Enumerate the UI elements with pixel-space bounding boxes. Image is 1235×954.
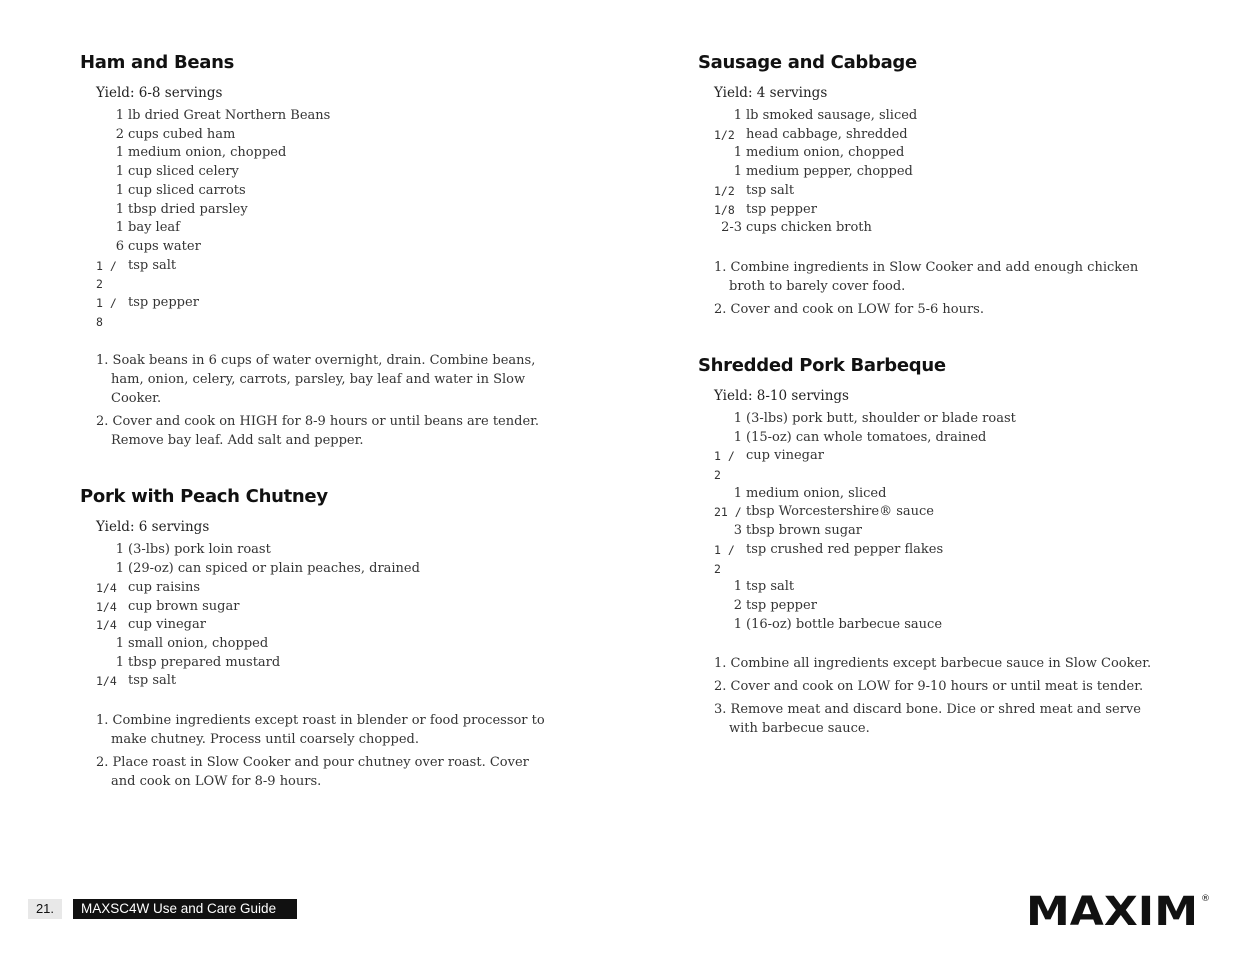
ingredient-item <box>96 560 550 579</box>
instruction-step: 1. Combine ingredients except roast in blender or food processor to make chutney. Process until coarsely chopped. <box>96 713 545 748</box>
ingredient-quantity: 1 <box>115 145 124 161</box>
ingredient-quantity: 1/4 <box>96 580 117 595</box>
ingredient-item <box>96 219 550 238</box>
instruction-list <box>714 258 1168 319</box>
ingredient-item <box>96 654 550 673</box>
yield-text: Yield: 4 servings <box>714 85 828 101</box>
recipe-title: Pork with Peach Chutney <box>80 486 328 508</box>
ingredient-name: (15-oz) can whole tomatoes, drained <box>746 429 987 445</box>
recipe-pork-with-peach-chutney <box>80 486 550 791</box>
ingredient-quantity: 1 <box>733 429 742 445</box>
ingredient-quantity: 1 <box>733 579 742 595</box>
ingredient-quantity: 1 <box>733 410 742 426</box>
ingredient-item <box>96 144 550 163</box>
ingredient-quantity: 1 <box>733 145 742 161</box>
ingredient-name: tsp salt <box>128 257 177 273</box>
ingredient-item <box>96 598 550 617</box>
ingredient-item <box>714 541 1168 578</box>
ingredient-item <box>96 107 550 126</box>
ingredient-list <box>96 541 550 691</box>
ingredient-item <box>96 294 550 331</box>
logo-text: MAXIM <box>1026 890 1198 930</box>
ingredient-quantity: 1 <box>733 164 742 180</box>
ingredient-name: cup vinegar <box>746 448 824 464</box>
ingredient-name: bay leaf <box>128 220 180 236</box>
ingredient-item <box>714 578 1168 597</box>
ingredient-item <box>714 182 1168 201</box>
ingredient-quantity: 1/2 <box>714 127 735 142</box>
ingredient-name: tsp salt <box>746 182 795 198</box>
instruction-list <box>96 711 550 791</box>
ingredient-quantity: 1 / 2 <box>714 449 735 483</box>
instruction-step: 1. Combine ingredients in Slow Cooker and add enough chicken broth to barely cover food. <box>714 259 1139 294</box>
ingredient-name: medium onion, sliced <box>746 485 887 501</box>
ingredient-name: tsp crushed red pepper flakes <box>746 541 944 557</box>
instruction-step: 2. Place roast in Slow Cooker and pour chutney over roast. Cover and cook on LOW for 8-9 hours. <box>96 755 529 790</box>
ingredient-quantity: 1 / 2 <box>96 258 117 292</box>
ingredient-quantity: 1 / 8 <box>96 296 117 329</box>
ingredient-name: cup vinegar <box>128 617 206 633</box>
ingredient-quantity: 21 / <box>714 505 742 520</box>
ingredient-item <box>714 163 1168 182</box>
ingredient-item <box>714 503 1168 522</box>
ingredient-name: lb dried Great Northern Beans <box>128 108 331 123</box>
ingredient-item <box>96 616 550 635</box>
ingredient-name: tsp pepper <box>128 295 199 311</box>
ingredient-item <box>96 257 550 294</box>
ingredient-name: medium onion, chopped <box>746 145 905 161</box>
ingredient-quantity: 1 <box>115 542 124 558</box>
recipe-sausage-and-cabbage <box>698 52 1168 319</box>
guide-title: MAXSC4W Use and Care Guide <box>73 899 297 919</box>
ingredient-item <box>96 238 550 257</box>
ingredient-item <box>714 410 1168 429</box>
instruction-step: 2. Cover and cook on LOW for 5-6 hours. <box>714 301 984 317</box>
ingredient-quantity: 1 <box>115 182 124 198</box>
ingredient-list <box>714 410 1168 634</box>
ingredient-name: cup raisins <box>128 579 201 595</box>
ingredient-item <box>96 635 550 654</box>
ingredient-item <box>714 107 1168 126</box>
recipe-title: Ham and Beans <box>80 52 235 73</box>
ingredient-name: cup brown sugar <box>128 598 240 614</box>
ingredient-name: tbsp Worcestershire® sauce <box>746 504 934 520</box>
right-column <box>698 52 1168 774</box>
ingredient-name: tsp pepper <box>746 201 817 217</box>
ingredient-quantity: 1 <box>115 220 124 236</box>
instruction-step: 1. Combine all ingredients except barbecue sauce in Slow Cooker. <box>714 656 1152 672</box>
ingredient-item <box>96 579 550 598</box>
ingredient-list <box>714 107 1168 238</box>
ingredient-item <box>96 182 550 201</box>
ingredient-quantity: 1/8 <box>714 202 735 217</box>
instruction-step: 1. Soak beans in 6 cups of water overnight, drain. Combine beans, ham, onion, celery, carrots, parsley, bay leaf and water in Slow Cooker. <box>96 353 536 407</box>
ingredient-quantity: 1 / 2 <box>714 542 735 576</box>
ingredient-name: medium onion, chopped <box>128 145 287 161</box>
ingredient-quantity: 1/4 <box>96 618 117 633</box>
ingredient-list <box>96 107 550 331</box>
ingredient-quantity: 2 <box>115 126 124 142</box>
ingredient-name: cups cubed ham <box>128 126 236 142</box>
ingredient-quantity: 1 <box>115 164 124 180</box>
ingredient-item <box>714 447 1168 484</box>
page-number: 21. <box>28 899 62 919</box>
ingredient-item <box>714 597 1168 616</box>
recipe-ham-and-beans <box>80 52 550 450</box>
ingredient-item <box>714 126 1168 145</box>
yield-text: Yield: 6 servings <box>96 519 210 536</box>
ingredient-name: tbsp brown sugar <box>746 523 862 539</box>
instruction-list <box>714 654 1168 738</box>
ingredient-quantity: 1 <box>115 561 124 577</box>
ingredient-quantity: 3 <box>733 523 742 539</box>
ingredient-name: cups chicken broth <box>746 220 872 236</box>
ingredient-item <box>96 126 550 145</box>
ingredient-name: (16-oz) bottle barbecue sauce <box>746 616 943 632</box>
ingredient-item <box>714 219 1168 238</box>
ingredient-name: tsp pepper <box>746 597 817 613</box>
instruction-step: 2. Cover and cook on LOW for 9-10 hours or until meat is tender. <box>714 679 1144 695</box>
ingredient-name: (29-oz) can spiced or plain peaches, drained <box>128 561 420 577</box>
ingredient-name: cups water <box>128 238 201 254</box>
ingredient-quantity: 1 <box>115 635 124 651</box>
recipe-title: Sausage and Cabbage <box>698 52 917 73</box>
ingredient-item <box>96 672 550 691</box>
ingredient-quantity: 1 <box>115 201 124 217</box>
ingredient-item <box>714 616 1168 635</box>
ingredient-quantity: 1/4 <box>96 674 117 689</box>
recipe-title: Shredded Pork Barbeque <box>698 354 946 376</box>
ingredient-quantity: 2 <box>733 597 742 613</box>
ingredient-quantity: 1/2 <box>714 183 735 198</box>
ingredient-quantity: 1 <box>733 616 742 632</box>
recipe-shredded-pork-barbeque <box>698 355 1168 738</box>
ingredient-item <box>714 429 1168 448</box>
ingredient-quantity: 1 <box>115 108 124 123</box>
ingredient-item <box>96 541 550 560</box>
left-column <box>80 52 550 827</box>
ingredient-name: head cabbage, shredded <box>746 126 908 142</box>
ingredient-quantity: 1/4 <box>96 599 117 614</box>
instruction-step: 3. Remove meat and discard bone. Dice or shred meat and serve with barbecue sauce. <box>714 702 1141 737</box>
ingredient-quantity: 1 <box>733 485 742 501</box>
ingredient-item <box>714 144 1168 163</box>
ingredient-quantity: 6 <box>115 238 124 254</box>
ingredient-quantity: 2-3 <box>721 220 742 236</box>
logo-registered-mark: ® <box>1201 894 1210 904</box>
ingredient-name: (3-lbs) pork butt, shoulder or blade roast <box>746 410 1016 426</box>
ingredient-item <box>714 522 1168 541</box>
ingredient-item <box>714 201 1168 220</box>
ingredient-item <box>96 163 550 182</box>
maxim-logo <box>1026 890 1211 930</box>
instruction-list <box>96 351 550 450</box>
ingredient-name: cup sliced carrots <box>128 182 246 198</box>
ingredient-name: tsp salt <box>128 673 177 689</box>
ingredient-name: cup sliced celery <box>128 164 239 180</box>
ingredient-name: (3-lbs) pork loin roast <box>128 542 271 558</box>
yield-text: Yield: 6-8 servings <box>96 85 223 101</box>
ingredient-name: small onion, chopped <box>128 635 269 651</box>
instruction-step: 2. Cover and cook on HIGH for 8-9 hours or until beans are tender. Remove bay leaf. Add salt and pepper. <box>96 414 540 449</box>
ingredient-name: tbsp prepared mustard <box>128 654 281 670</box>
ingredient-name: medium pepper, chopped <box>746 164 913 180</box>
ingredient-quantity: 1 <box>115 654 124 670</box>
yield-text: Yield: 8-10 servings <box>714 387 849 404</box>
ingredient-item <box>96 201 550 220</box>
ingredient-quantity: 1 <box>733 108 742 123</box>
ingredient-name: tbsp dried parsley <box>128 201 248 217</box>
ingredient-item <box>714 485 1168 504</box>
ingredient-name: tsp salt <box>746 579 795 595</box>
ingredient-name: lb smoked sausage, sliced <box>746 108 918 123</box>
